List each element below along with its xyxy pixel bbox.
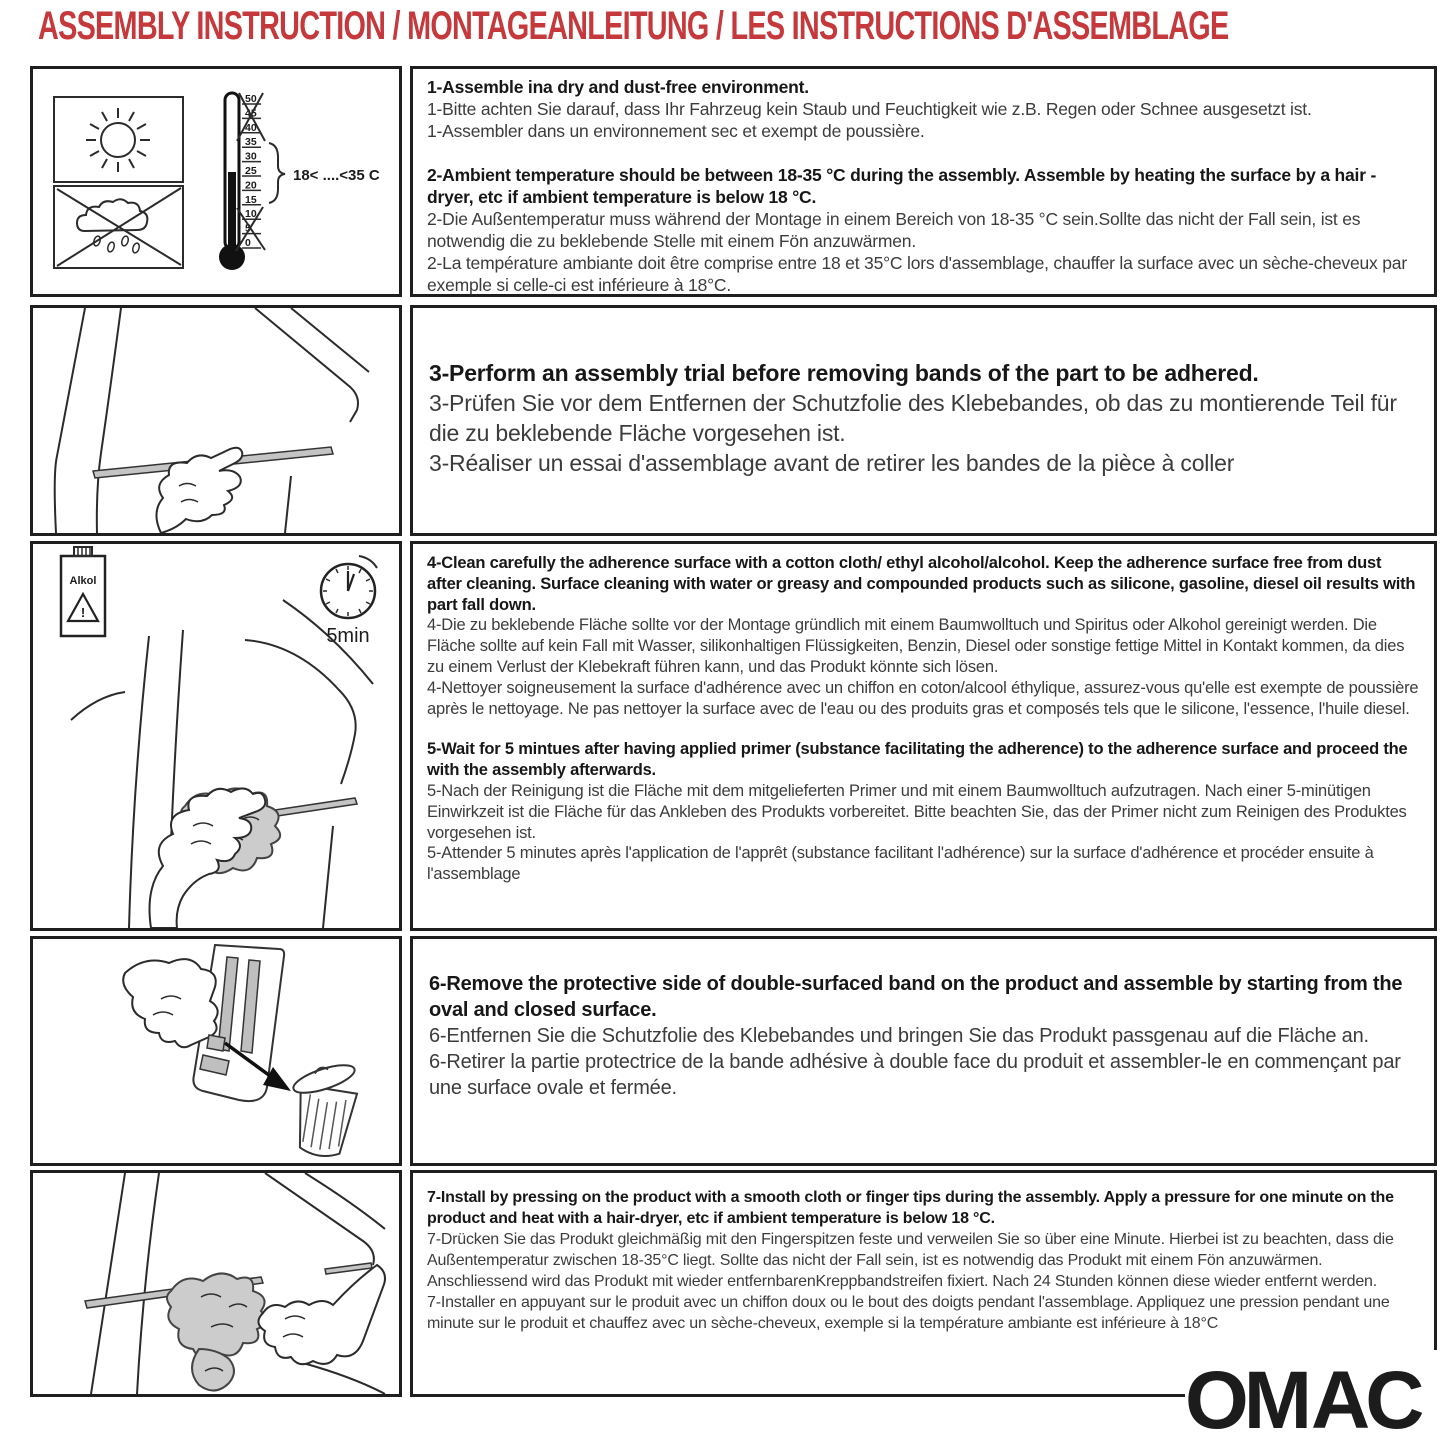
step-1-fr: 1-Assembler dans un environnement sec et exempt de poussière. (427, 121, 925, 141)
tick-45: 45 (245, 107, 257, 120)
logo-red-letters: AC (1311, 1355, 1420, 1442)
section-environment (30, 66, 1437, 297)
step-3-fr: 3-Réaliser un essai d'assemblage avant de retirer les bandes de la pièce à coller (429, 450, 1235, 476)
trial-fit-illustration (33, 308, 399, 533)
figure-press-install (30, 1170, 402, 1397)
no-rain-icon (57, 188, 181, 266)
step-7-fr: 7-Installer en appuyant sur le produit avec un chiffon doux ou le bout des doigts pendant l'assemblage. Appliquez une pression pendant une minute sur le produit et chauffez avec un sèche-cheveux, exemple si la température ambiante est inférieure à 18°C (427, 1294, 1390, 1332)
car-pillar-line (55, 308, 85, 533)
step-5-de: 5-Nach der Reinigung ist die Fläche mit dem mitgelieferten Primer und mit einem Baumwolltuch aufzutragen. Nach einer 5-minütigen Einwirkzeit ist die Fläche für das Ankleben des Produkts vorbereitet. Bitte beachten Sie, das der Primer nicht zum Reinigen des Produktes vorgesehen ist. (427, 781, 1407, 842)
trash-can-icon (290, 1058, 358, 1160)
press-install-illustration (33, 1173, 399, 1394)
figure-trial-fit (30, 305, 402, 536)
step-2-de: 2-Die Außentemperatur muss während der Montage in einem Bereich von 18-35 °C sein.Sollte das nicht der Fall sein, ist es notwendig die zu beklebende Stelle mit einem Fön anzuwärmen. (427, 209, 1361, 251)
tick-5: 5 (245, 222, 251, 235)
car-pillar-line (129, 636, 149, 928)
range-brace (269, 143, 285, 203)
step-6-de: 6-Entfernen Sie die Schutzfolie des Klebebandes und bringen Sie das Produkt passgenau auf die Fläche an. (429, 1025, 1369, 1047)
step-5-en: 5-Wait for 5 mintues after having applied primer (substance facilitating the adherence) to the adherence surface and proceed the with the assembly afterwards. (427, 740, 1408, 780)
tick-35: 35 (245, 136, 257, 149)
tick-15: 15 (245, 193, 257, 206)
window-edge-line (265, 1173, 374, 1265)
step-3-de: 3-Prüfen Sie vor dem Entfernen der Schutzfolie des Klebebandes, ob das zu montierende Teil für die zu beklebende Fläche vorgesehen ist. (429, 390, 1397, 446)
sun-icon (86, 108, 150, 172)
figure-clean-primer (30, 541, 402, 931)
text-step-6 (410, 936, 1437, 1166)
clock-icon (321, 556, 377, 647)
clean-primer-illustration (33, 544, 399, 928)
text-steps-1-2 (410, 66, 1437, 297)
step-3-en: 3-Perform an assembly trial before removing bands of the part to be adhered. (429, 360, 1259, 386)
window-edge-line (255, 308, 358, 422)
hand-icon (156, 448, 242, 533)
tick-10: 10 (245, 208, 257, 221)
tick-0: 0 (245, 237, 251, 249)
step-5-fr: 5-Attender 5 minutes après l'application de l'apprêt (substance facilitant l'adhérence) sur la surface d'adhérence et procéder ensuite à l'assemblage (427, 844, 1374, 884)
page-title: ASSEMBLY INSTRUCTION / MONTAGEANLEITUNG / LES INSTRUCTIONS D'ASSEMBLAGE (38, 4, 1229, 48)
temp-range-label: 18< ....<35 C (293, 167, 380, 184)
step-4-en: 4-Clean carefully the adherence surface with a cotton cloth/ ethyl alcohol/alcohol. Keep the adherence surface free from dust after cleaning. Surface cleaning with water or greasy and compounded products such as silicone, gasoline, diesel oil results with part fall down. (427, 554, 1416, 614)
figure-environment (30, 66, 402, 297)
step-1-de: 1-Bitte achten Sie darauf, dass Ihr Fahrzeug kein Staub und Feuchtigkeit wie z.B. Regen oder Schnee ausgesetzt ist. (427, 99, 1312, 119)
section-trial-fit (30, 305, 1437, 536)
trim-strip (275, 798, 357, 816)
warning-mark: ! (80, 605, 86, 620)
tick-20: 20 (245, 179, 257, 192)
pressing-cloth-icon (167, 1273, 266, 1390)
omac-logo-graphic (1185, 1350, 1441, 1442)
hand-icon (258, 1265, 385, 1364)
section-remove-band (30, 936, 1437, 1166)
remove-band-illustration (33, 939, 399, 1163)
step-7-de: 7-Drücken Sie das Produkt gleichmäßig mit den Fingerspitzen feste und verweilen Sie so über eine Minute. Hierbei ist zu beachten, dass die Außentemperatur zwischen 18-35°C liegt. Sollte das nicht der Fall sein, ist es notwendig das Produkt mit einem Fön anzuwärmen. Anschliessend wird das Produkt mit wieder entfernbarenKreppbandstreifen fixiert. Nach 24 Stunden können diese wieder entfernt werden. (427, 1231, 1394, 1290)
hand-icon (123, 959, 225, 1051)
step-2-fr: 2-La température ambiante doit être comprise entre 18 et 35°C lors d'assemblage, chauffer la surface avec un sèche-cheveux par exemple si celle-ci est inférieure à 18°C. (427, 253, 1407, 295)
tick-25: 25 (245, 165, 257, 177)
text-steps-4-5 (410, 541, 1437, 931)
window-edge-line (245, 640, 356, 784)
car-pillar-line (91, 1173, 125, 1394)
tick-50: 50 (245, 93, 257, 105)
step-6-en: 6-Remove the protective side of double-surfaced band on the product and assemble by starting from the oval and closed surface. (429, 973, 1403, 1021)
section-clean-primer (30, 541, 1437, 931)
text-step-3 (410, 305, 1437, 536)
figure-remove-band (30, 936, 402, 1166)
step-7-en: 7-Install by pressing on the product with a smooth cloth or finger tips during the assembly. Apply a pressure for one minute on the product and heat with a hair-dryer, etc if ambient temperature is below 18 °C. (427, 1189, 1394, 1227)
thermometer-icon (219, 93, 380, 270)
tick-40: 40 (245, 121, 257, 134)
alcohol-bottle-icon (61, 547, 105, 636)
clock-duration-label: 5min (326, 625, 370, 647)
environment-illustration (33, 69, 399, 294)
omac-logo (1185, 1350, 1441, 1442)
tick-30: 30 (245, 150, 257, 163)
step-1-en: 1-Assemble ina dry and dust-free environment. (427, 77, 809, 97)
step-6-fr: 6-Retirer la partie protectrice de la bande adhésive à double face du produit et assembler-le en commençant par une surface ovale et fermée. (429, 1051, 1401, 1099)
step-2-en: 2-Ambient temperature should be between 18-35 °C during the assembly. Assemble by heating the surface by a hair -dryer, etc if ambient temperature is below 18 °C. (427, 165, 1377, 207)
step-4-de: 4-Die zu beklebende Fläche sollte vor der Montage gründlich mit einem Baumwolltuch und Spiritus oder Alkohol gereinigt werden. Die Fläche sollte auf kein Fall mit Wasser, silikonhaltigen Flüssigkeiten, Benzin, Diesel oder sonstige fettige Mittel in Kontakt kommen, da dies zu einem Verlust der Klebekraft führen kann, und das Produkt könnte sich lösen. (427, 616, 1405, 676)
step-4-fr: 4-Nettoyer soigneusement la surface d'adhérence avec un chiffon en coton/alcool éthylique, assurez-vous qu'elle est exempte de poussière après le nettoyage. Ne pas nettoyer la surface avec de l'eau ou des produits gras et composés tels que le silicone, l'essence, l'huile diesel. (427, 678, 1419, 718)
logo-black-letters: OM (1185, 1355, 1308, 1442)
bottle-label: Alkol (69, 575, 97, 587)
